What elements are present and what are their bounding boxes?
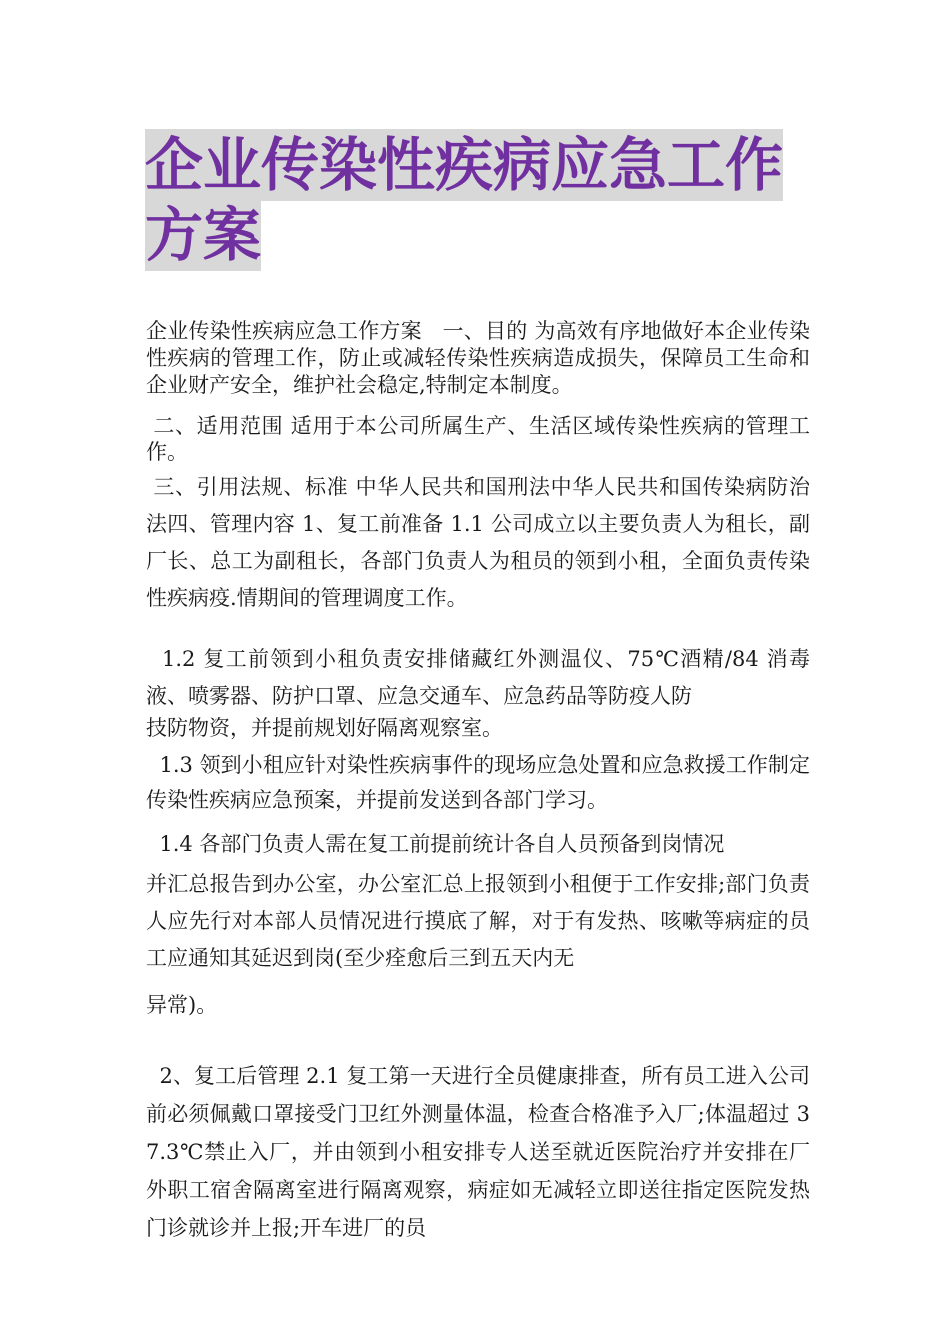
paragraph-1-4-cont: 并汇总报告到办公室，办公室汇总上报领到小租便于工作安排;部门负责人应先行对本部人员情况进行摸底了解，对于有发热、咳嗽等病症的员工应通知其延迟到岗(至少痊愈后三到五天内无 [146,872,810,970]
paragraph-2-1: 2、复工后管理 2.1 复工第一天进行全员健康排查，所有员工进入公司前必须佩戴口罩接受门卫红外测量体温，检查合格准予入厂;体温超过 37.3℃禁止入厂，并由领到小租安排专人送至就近医院治疗并安排在厂外职工宿舍隔离室进行隔离观察，病症如无减轻立即送往指定医院发热门诊就诊并上报;开车进厂的员 [146,1064,810,1240]
document-body [146,318,810,1247]
document-title [145,130,815,270]
paragraph-regulations: 三、引用法规、标准 中华人民共和国刑法中华人民共和国传染病防治法四、管理内容 1、复工前准备 1.1 公司成立以主要负责人为租长，副厂长、总工为副租长，各部门负责人为租员的领到小租，全面负责传染性疾病疫.情期间的管理调度工作。 [146,475,810,610]
paragraph-purpose: 企业传染性疾病应急工作方案 一、目的 为高效有序地做好本企业传染性疾病的管理工作，防止或减轻传染性疾病造成损失，保障员工生命和企业财产安全，维护社会稳定,特制定本制度。 [146,319,810,397]
paragraph-1-4: 1.4 各部门负责人需在复工前提前统计各自人员预备到岗情况 [146,832,725,856]
paragraph-1-4-end: 异常)。 [146,993,218,1017]
paragraph-1-2-cont: 技防物资，并提前规划好隔离观察室。 [146,716,503,740]
paragraph-scope: 二、适用范围 适用于本公司所属生产、生活区域传染性疾病的管理工作。 [146,414,810,464]
title-line-1: 企业传染性疾病应急工作 [145,131,784,199]
title-line-2: 方案 [145,201,262,269]
paragraph-1-3: 1.3 领到小租应针对染性疾病事件的现场应急处置和应急救援工作制定传染性疾病应急预案，并提前发送到各部门学习。 [146,753,810,812]
paragraph-1-2: 1.2 复工前领到小租负责安排储藏红外测温仪、75℃酒精/84 消毒液、喷雾器、防护口罩、应急交通车、应急药品等防疫人防 [146,647,810,708]
